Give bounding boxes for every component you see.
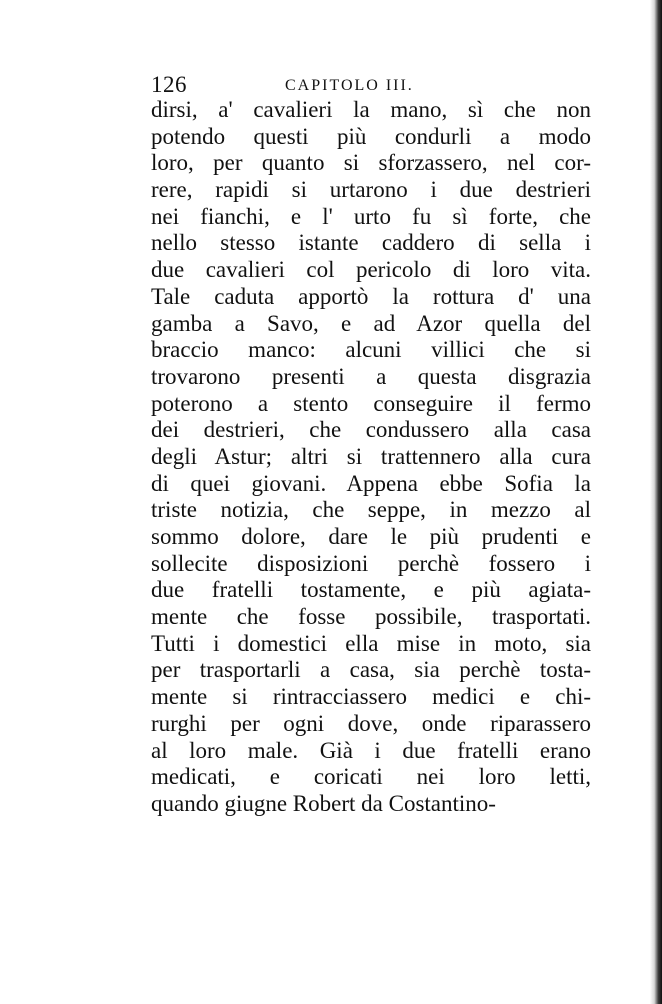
body-text: [151, 97, 591, 818]
text-line: gamba a Savo, e ad Azor quella del: [151, 310, 591, 336]
text-line: per trasportarli a casa, sia perchè tosta-: [151, 657, 591, 683]
text-line: loro, per quanto si sforzassero, nel cor-: [151, 150, 591, 176]
text-line: due fratelli tostamente, e più agiata-: [151, 577, 591, 603]
text-line: Tale caduta apportò la rottura d' una: [151, 283, 591, 309]
chapter-title: CAPITOLO III.: [285, 77, 414, 94]
page-number: 126: [151, 72, 187, 97]
text-line: sollecite disposizioni perchè fossero i: [151, 550, 591, 576]
text-line: degli Astur; altri si trattennero alla cura: [151, 443, 591, 469]
text-line: al loro male. Già i due fratelli erano: [151, 737, 591, 763]
text-line: dirsi, a' cavalieri la mano, sì che non: [151, 97, 591, 122]
text-line: poterono a stento conseguire il fermo: [151, 390, 591, 416]
text-line: quando giugne Robert da Costantino-: [151, 790, 496, 816]
text-line: medicati, e coricati nei loro letti,: [151, 764, 591, 790]
running-head: [151, 70, 591, 100]
text-line: rurghi per ogni dove, onde riparassero: [151, 710, 591, 736]
text-line: potendo questi più condurli a modo: [151, 123, 591, 149]
text-line: braccio manco: alcuni villici che si: [151, 337, 591, 363]
text-line: triste notizia, che seppe, in mezzo al: [151, 497, 591, 523]
text-line: sommo dolore, dare le più prudenti e: [151, 524, 591, 549]
text-line: trovarono presenti a questa disgrazia: [151, 363, 591, 389]
text-line: mente si rintracciassero medici e chi-: [151, 684, 591, 710]
text-line: rere, rapidi si urtarono i due destrieri: [151, 177, 591, 203]
page-edge-shadow: [650, 0, 662, 1004]
text-line: Tutti i domestici ella mise in moto, sia: [151, 630, 591, 656]
text-line: di quei giovani. Appena ebbe Sofia la: [151, 470, 591, 496]
text-line: nei fianchi, e l' urto fu sì forte, che: [151, 203, 591, 229]
text-line: mente che fosse possibile, trasportati.: [151, 604, 591, 630]
text-line: nello stesso istante caddero di sella i: [151, 230, 591, 256]
text-line: due cavalieri col pericolo di loro vita.: [151, 257, 591, 283]
text-line: dei destrieri, che condussero alla casa: [151, 417, 591, 443]
